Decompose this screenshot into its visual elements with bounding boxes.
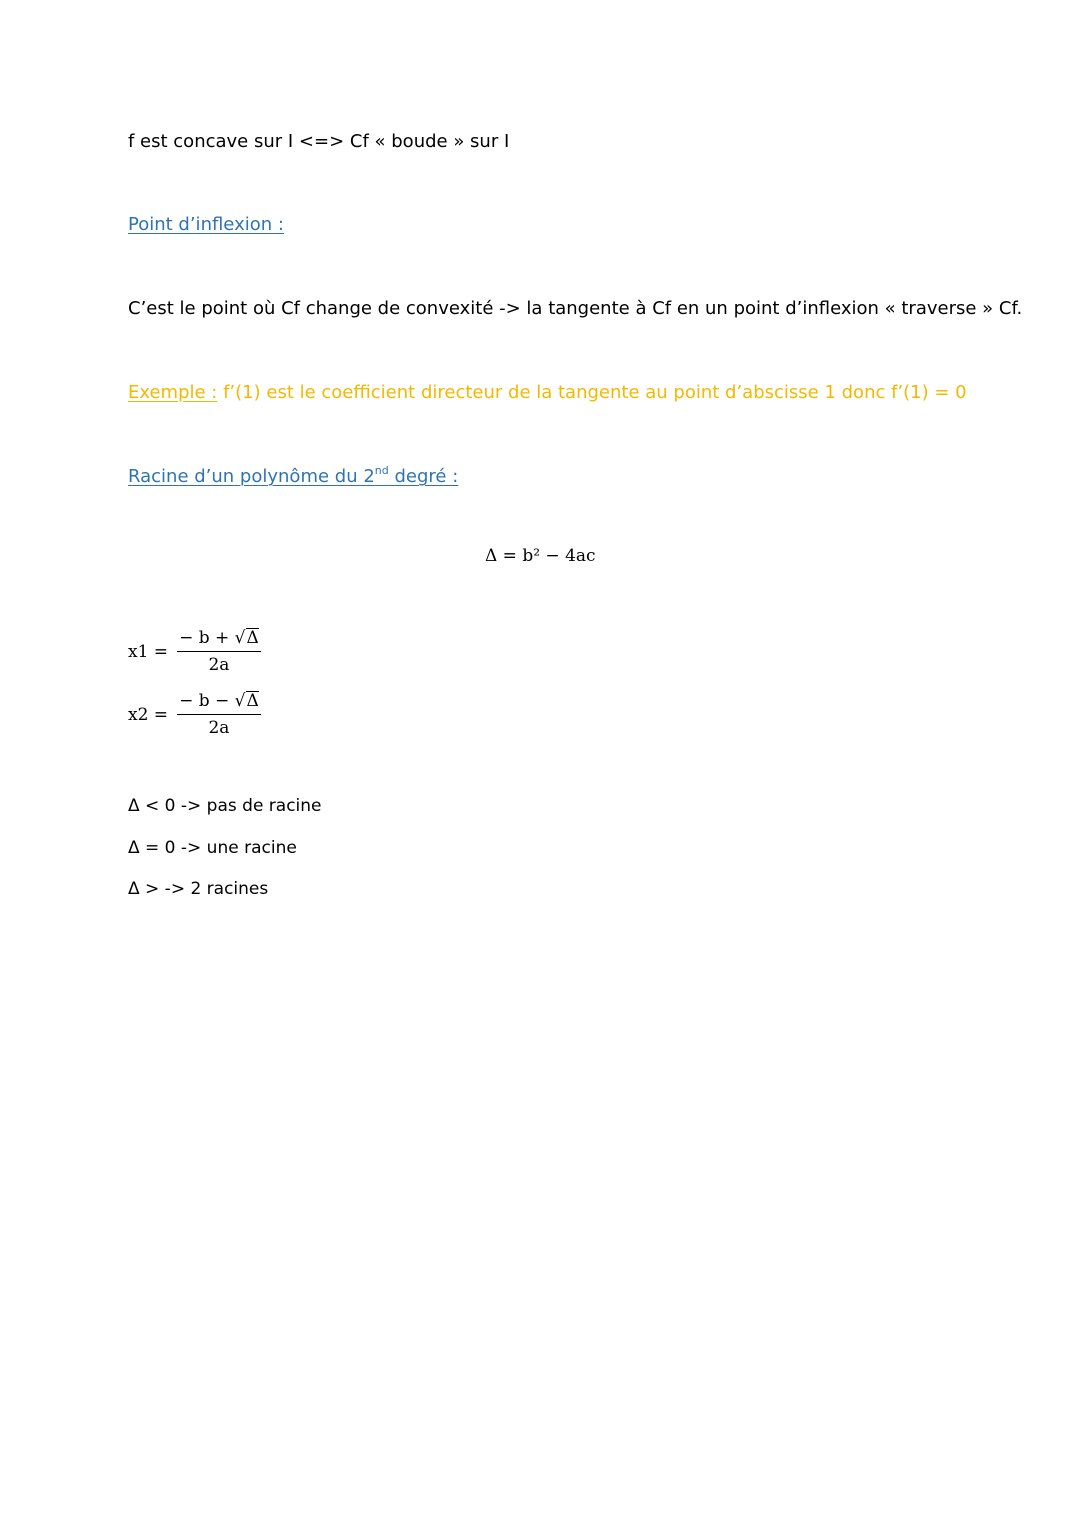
case-one-root: Δ = 0 -> une racine [128,838,297,858]
example-text: f’(1) est le coefficient directeur de la tangente au point d’abscisse 1 donc f’(1) = 0 [217,382,967,403]
root-x2-numerator-prefix: − b − [179,691,230,711]
concave-definition: f est concave sur I <=> Cf « boude » sur I [128,131,510,152]
case-two-roots: Δ > -> 2 racines [128,879,269,899]
root-formula-x2 [128,690,261,739]
sqrt-icon: √ [234,691,246,711]
root-x2-sqrt-arg: Δ [246,691,259,711]
example-label: Exemple : [128,382,218,403]
root-x2-denominator: 2a [208,718,230,738]
racine-heading-end: degré : [388,466,459,487]
sqrt-icon: √ [234,628,246,648]
root-x2-fraction [177,690,261,739]
root-x2-numerator [177,690,261,715]
racine-heading [128,465,458,489]
root-x1-denominator: 2a [208,655,230,675]
root-x1-numerator [177,627,261,652]
point-inflexion-heading: Point d’inflexion : [128,214,284,235]
example-line [128,381,967,405]
root-x1-numerator-prefix: − b + [179,628,230,648]
case-no-root: Δ < 0 -> pas de racine [128,796,322,816]
racine-heading-main: Racine d’un polynôme du 2 [128,466,375,487]
root-x1-fraction [177,627,261,676]
root-x1-sqrt-arg: Δ [246,628,259,648]
root-formula-x1 [128,627,261,676]
discriminant-formula: Δ = b² − 4ac [485,546,596,566]
point-inflexion-definition: C’est le point où Cf change de convexité -> la tangente à Cf en un point d’inflexion « traverse » Cf. [128,298,1023,319]
root-x2-label: x2 = [128,704,169,725]
root-x1-label: x1 = [128,641,169,662]
racine-heading-superscript: nd [374,464,389,477]
